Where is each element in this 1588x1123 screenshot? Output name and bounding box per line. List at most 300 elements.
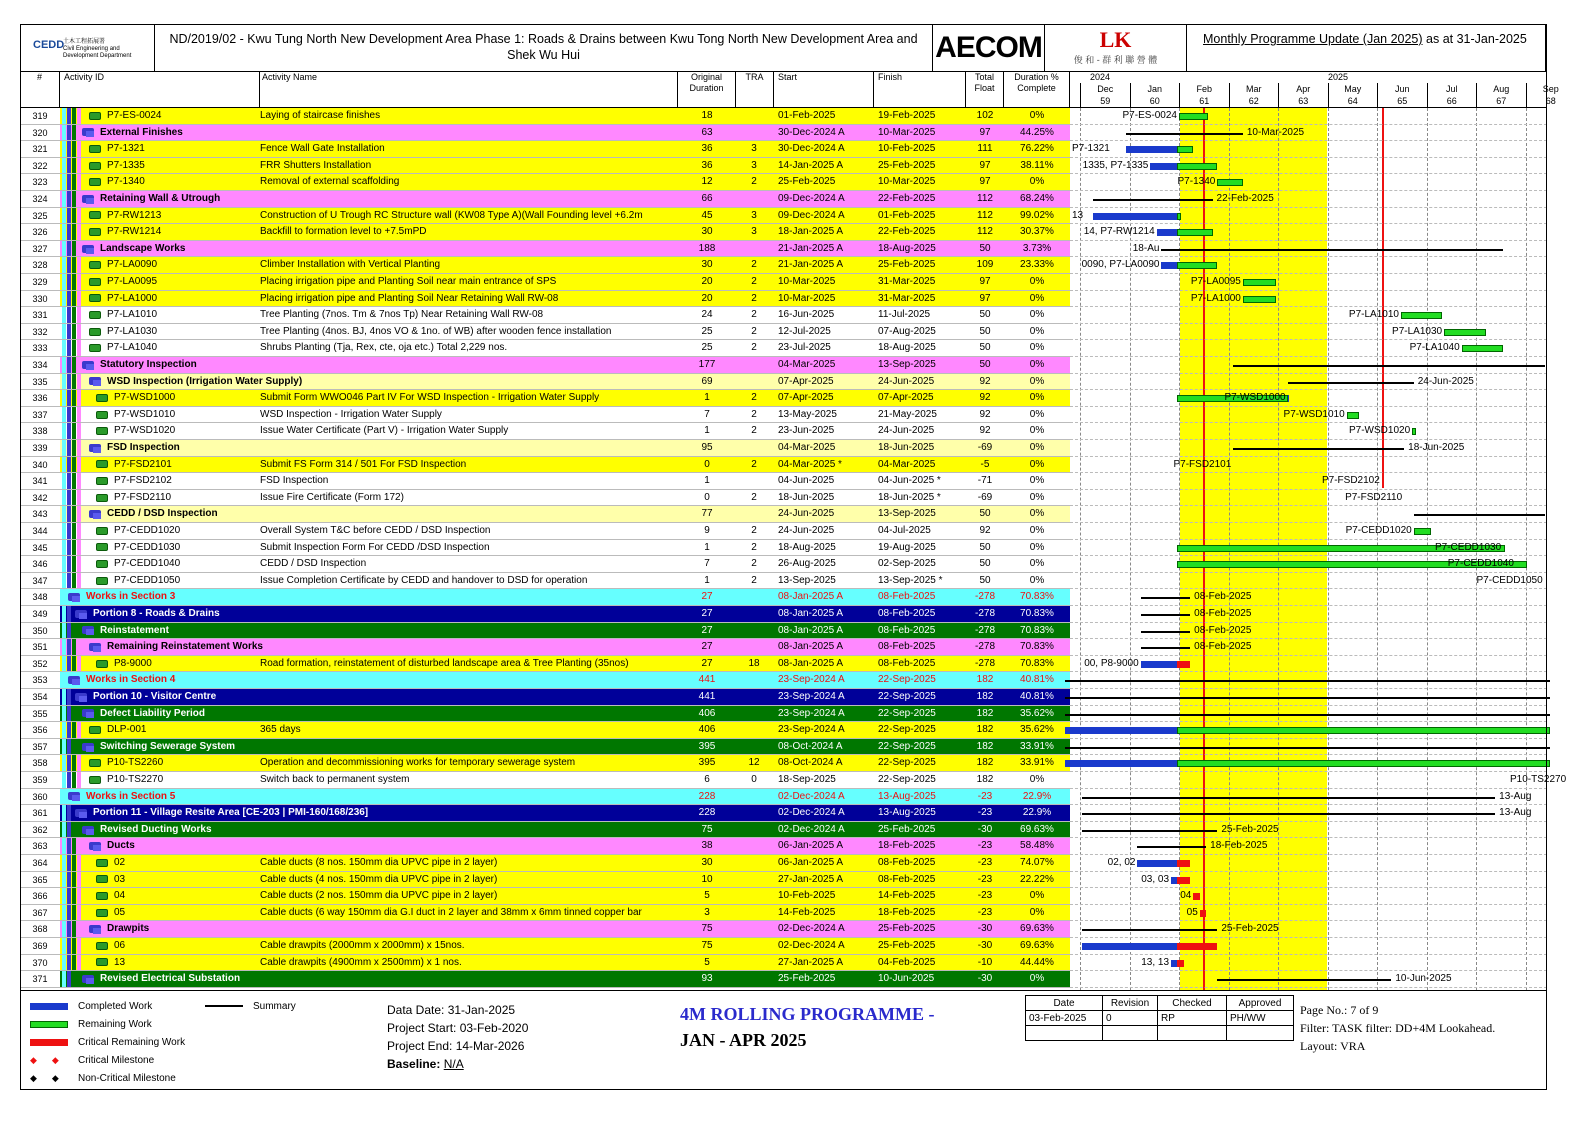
duration-complete: 0% [1029, 375, 1045, 387]
activity-name: Placing irrigation pipe and Planting Soil Near Retaining Wall RW-08 [260, 292, 559, 304]
orig-duration: 95 [701, 442, 713, 453]
gantt-label: 0090, P7-LA0090 [1081, 259, 1160, 271]
activity-name: Submit Inspection Form For CEDD /DSD Inspection [260, 541, 490, 553]
finish-date: 24-Jun-2025 [878, 375, 935, 387]
duration-complete: 0% [1029, 342, 1045, 354]
col-activity-id: Activity ID [60, 72, 260, 108]
activity-id: Portion 10 - Visitor Centre [93, 691, 217, 702]
activity-id: Portion 11 - Village Resite Area [CE-203 | PMI-160/168/236] [93, 807, 369, 819]
row-number: 355 [20, 706, 60, 722]
activity-name: Cable ducts (6 way 150mm dia G.I duct in 2 layer and 38mm x 6mm tinned copper bar [260, 906, 642, 918]
orig-duration: 395 [698, 757, 716, 769]
finish-date: 07-Apr-2025 [878, 392, 934, 404]
tra: 2 [751, 408, 757, 420]
start-date: 16-Jun-2025 [778, 309, 835, 321]
activity-name: Tree Planting (4nos. BJ, 4nos VO & 1no. of WB) after wooden fence installation [260, 325, 612, 337]
week-label: 63 [1278, 95, 1328, 107]
orig-duration: 27 [701, 608, 713, 619]
orig-duration: 228 [698, 807, 716, 819]
gantt-label: P7-FSD2102 [1321, 475, 1380, 487]
total-float: -23 [977, 906, 993, 918]
tra: 0 [751, 774, 757, 785]
start-date: 21-Jan-2025 A [778, 259, 844, 271]
col-orig-duration: Original Duration [678, 72, 736, 108]
row-number: 334 [20, 357, 60, 373]
gantt-label: 08-Feb-2025 [1194, 608, 1252, 619]
total-float: 97 [979, 159, 991, 171]
orig-duration: 0 [704, 458, 710, 470]
tra: 2 [751, 392, 757, 404]
start-date: 24-Jun-2025 [778, 508, 835, 520]
row-number: 321 [20, 141, 60, 157]
duration-complete: 0% [1029, 475, 1045, 487]
gantt-label: P7-LA1010 [1348, 309, 1399, 321]
tra: 3 [751, 226, 757, 238]
activity-name: Cable ducts (4 nos. 150mm dia UPVC pipe in 2 layer) [260, 873, 498, 885]
row-number: 341 [20, 473, 60, 489]
activity-name: Submit Form WWO046 Part IV For WSD Inspection - Irrigation Water Supply [260, 392, 600, 404]
week-label: 64 [1328, 95, 1378, 107]
orig-duration: 177 [698, 359, 716, 370]
duration-complete: 0% [1029, 890, 1045, 902]
orig-duration: 38 [701, 840, 713, 852]
row-number: 329 [20, 274, 60, 290]
activity-id: P7-CEDD1030 [114, 541, 181, 553]
col-tra: TRA [736, 72, 774, 108]
activity-name: Climber Installation with Vertical Planting [260, 259, 441, 271]
duration-complete: 70.83% [1020, 657, 1054, 669]
duration-complete: 22.9% [1022, 790, 1052, 802]
noncritical-milestone-icon: ◆ ◆ [30, 1072, 59, 1083]
duration-complete: 70.83% [1020, 641, 1054, 653]
activity-name: Backfill to formation level to +7.5mPD [260, 226, 427, 238]
month-label: May [1328, 83, 1378, 95]
orig-duration: 27 [701, 591, 713, 603]
tra: 2 [751, 342, 757, 354]
orig-duration: 36 [701, 159, 713, 171]
gantt-label: 04 [1180, 890, 1192, 902]
duration-complete: 22.9% [1022, 807, 1052, 819]
start-date: 10-Mar-2025 [778, 292, 836, 304]
year-label: 2024 [1090, 72, 1111, 82]
orig-duration: 441 [698, 674, 716, 686]
col-duration-pct: Duration % Complete [1004, 72, 1070, 108]
start-date: 23-Sep-2024 A [778, 707, 845, 719]
activity-name: CEDD / DSD Inspection [260, 558, 367, 570]
activity-id: 05 [114, 906, 126, 918]
month-label: Dec [1080, 83, 1130, 95]
finish-date: 08-Feb-2025 [878, 591, 936, 603]
orig-duration: 63 [701, 126, 713, 138]
activity-name: Cable drawpits (4900mm x 2500mm) x 1 nos. [260, 956, 462, 968]
total-float: 50 [979, 242, 991, 254]
activity-id: P10-TS2270 [107, 774, 164, 785]
gantt-label: 24-Jun-2025 [1417, 375, 1474, 387]
finish-date: 22-Feb-2025 [878, 193, 936, 204]
start-date: 13-Sep-2025 [778, 574, 836, 586]
finish-date: 08-Feb-2025 [878, 657, 936, 669]
activity-id: WSD Inspection (Irrigation Water Supply) [107, 375, 303, 387]
activity-id: P7-LA1040 [107, 342, 158, 354]
total-float: 97 [979, 276, 991, 287]
duration-complete: 70.83% [1020, 591, 1054, 603]
total-float: -23 [977, 873, 993, 885]
activity-name: FSD Inspection [260, 475, 329, 487]
finish-date: 10-Jun-2025 [878, 973, 935, 985]
row-number: 325 [20, 208, 60, 224]
total-float: 97 [979, 126, 991, 138]
orig-duration: 25 [701, 325, 713, 337]
activity-name: Issue Water Certificate (Part V) - Irrigation Water Supply [260, 425, 509, 437]
gantt-label: P7-WSD1020 [1349, 425, 1411, 437]
orig-duration: 27 [701, 624, 713, 636]
activity-name: 365 days [260, 724, 301, 736]
finish-date: 18-Feb-2025 [878, 840, 936, 852]
week-label: 59 [1080, 95, 1130, 107]
activity-id: 06 [114, 940, 126, 951]
total-float: 182 [976, 740, 994, 752]
tra: 3 [751, 159, 757, 171]
row-number: 361 [20, 805, 60, 821]
total-float: -23 [977, 790, 993, 802]
start-date: 30-Dec-2024 A [778, 143, 845, 155]
row-number: 353 [20, 672, 60, 688]
cedd-mark: CEDD [33, 39, 65, 51]
activity-name: Laying of staircase finishes [260, 110, 381, 121]
revision-table: Date Revision Checked Approved 03-Feb-2025 0 RP PH/WW [1025, 995, 1294, 1041]
start-date: 07-Apr-2025 [778, 375, 834, 387]
start-date: 21-Jan-2025 A [778, 242, 844, 254]
activity-name: Removal of external scaffolding [260, 176, 400, 188]
finish-date: 08-Feb-2025 [878, 624, 936, 636]
finish-date: 21-May-2025 [878, 408, 937, 420]
tra: 2 [751, 541, 757, 553]
activity-id: Portion 8 - Roads & Drains [93, 608, 220, 619]
orig-duration: 36 [701, 143, 713, 155]
activity-id: FSD Inspection [107, 442, 180, 453]
total-float: -30 [977, 973, 993, 985]
legend-critical: Critical Remaining Work [30, 1037, 185, 1048]
orig-duration: 75 [701, 823, 713, 835]
duration-complete: 0% [1029, 774, 1045, 785]
activity-id: 13 [114, 956, 126, 968]
activity-id: External Finishes [100, 126, 183, 138]
total-float: 92 [979, 525, 991, 536]
start-date: 23-Jul-2025 [778, 342, 831, 354]
sheet-frame [20, 24, 1547, 1090]
gantt-label: P7-CEDD1030 [1435, 541, 1502, 553]
activity-id: Works in Section 5 [86, 790, 176, 802]
start-date: 08-Jan-2025 A [778, 657, 844, 669]
finish-date: 08-Feb-2025 [878, 857, 936, 868]
activity-id: Drawpits [107, 923, 150, 935]
col-activity-name: Activity Name [260, 72, 678, 108]
gantt-label: P7-CEDD1040 [1447, 558, 1514, 570]
total-float: -278 [974, 591, 995, 603]
finish-date: 07-Aug-2025 [878, 325, 936, 337]
orig-duration: 66 [701, 193, 713, 204]
finish-date: 18-Aug-2025 [878, 242, 936, 254]
duration-complete: 0% [1029, 425, 1045, 437]
orig-duration: 27 [701, 641, 713, 653]
activity-id: P7-1340 [107, 176, 145, 188]
start-date: 09-Dec-2024 A [778, 209, 845, 221]
total-float: -30 [977, 823, 993, 835]
start-date: 23-Sep-2024 A [778, 674, 845, 686]
gantt-label: 14, P7-RW1214 [1083, 226, 1155, 238]
total-float: -5 [980, 458, 990, 470]
project-info: Data Date: 31-Jan-2025 Project Start: 03-Feb-2020 Project End: 14-Mar-2026 Baseline: N/A [387, 1003, 529, 1071]
month-label: Feb [1179, 83, 1229, 95]
finish-date: 25-Feb-2025 [878, 823, 936, 835]
finish-date: 04-Jul-2025 [878, 525, 931, 536]
orig-duration: 30 [701, 259, 713, 271]
duration-complete: 0% [1029, 408, 1045, 420]
start-date: 25-Feb-2025 [778, 973, 836, 985]
start-date: 08-Jan-2025 A [778, 641, 844, 653]
activity-id: P8-9000 [114, 657, 152, 669]
month-label: Mar [1229, 83, 1279, 95]
row-number: 351 [20, 639, 60, 655]
tra: 2 [751, 525, 757, 536]
update-suffix: as at 31-Jan-2025 [1422, 32, 1527, 46]
finish-date: 13-Aug-2025 [878, 807, 936, 819]
lk-logo: LK 俊 和 - 群 利 聯 營 體 [1045, 25, 1187, 71]
activity-id: Reinstatement [100, 624, 169, 636]
rolling-programme-title: 4M ROLLING PROGRAMME - JAN - APR 2025 [680, 1004, 935, 1050]
start-date: 18-Sep-2025 [778, 774, 836, 785]
start-date: 09-Dec-2024 A [778, 193, 845, 204]
col-total-float: Total Float [966, 72, 1004, 108]
activity-id: P7-FSD2102 [114, 475, 172, 487]
row-number: 349 [20, 606, 60, 622]
total-float: -278 [974, 641, 995, 653]
month-label: Jul [1427, 83, 1477, 95]
row-number: 350 [20, 623, 60, 639]
start-date: 18-Jun-2025 [778, 491, 835, 503]
activity-name: Road formation, reinstatement of disturbed landscape area & Tree Planting (35nos) [260, 657, 629, 669]
tra: 2 [751, 176, 757, 188]
finish-date: 19-Aug-2025 [878, 541, 936, 553]
start-date: 02-Dec-2024 A [778, 823, 845, 835]
gantt-label: 10-Mar-2025 [1246, 126, 1305, 138]
finish-date: 10-Feb-2025 [878, 143, 936, 155]
start-date: 23-Jun-2025 [778, 425, 835, 437]
finish-date: 13-Sep-2025 [878, 359, 936, 370]
orig-duration: 69 [701, 375, 713, 387]
activity-name: Fence Wall Gate Installation [260, 143, 385, 155]
row-number: 346 [20, 556, 60, 572]
start-date: 01-Feb-2025 [778, 110, 836, 121]
duration-complete: 33.91% [1020, 740, 1054, 752]
row-number: 371 [20, 971, 60, 987]
finish-date: 04-Mar-2025 [878, 458, 936, 470]
tra: 2 [751, 491, 757, 503]
gantt-label: P7-1340 [1177, 176, 1216, 188]
activity-id: P7-1321 [107, 143, 145, 155]
start-date: 30-Dec-2024 A [778, 126, 845, 138]
week-label: 67 [1476, 95, 1526, 107]
finish-date: 02-Sep-2025 [878, 558, 936, 570]
total-float: 50 [979, 309, 991, 321]
week-label: 68 [1526, 95, 1576, 107]
finish-date: 10-Mar-2025 [878, 176, 936, 188]
start-date: 10-Mar-2025 [778, 276, 836, 287]
total-float: -23 [977, 807, 993, 819]
orig-duration: 441 [698, 691, 716, 702]
finish-date: 19-Feb-2025 [878, 110, 936, 121]
gantt-label: P7-LA0095 [1190, 276, 1241, 287]
activity-id: Revised Ducting Works [100, 823, 212, 835]
duration-complete: 40.81% [1020, 691, 1054, 702]
activity-id: P7-ES-0024 [107, 110, 162, 121]
gantt-label: 08-Feb-2025 [1194, 624, 1252, 636]
orig-duration: 1 [704, 541, 710, 553]
week-label: 66 [1427, 95, 1477, 107]
row-number: 337 [20, 407, 60, 423]
total-float: -278 [974, 608, 995, 619]
legend-summary: Summary [205, 1001, 296, 1012]
activity-id: P7-LA1030 [107, 325, 158, 337]
activity-id: P7-WSD1020 [114, 425, 176, 437]
total-float: 182 [976, 674, 994, 686]
orig-duration: 24 [701, 309, 713, 321]
finish-date: 13-Sep-2025 * [878, 574, 943, 586]
total-float: -69 [977, 491, 993, 503]
gantt-label: 08-Feb-2025 [1194, 591, 1252, 603]
activity-id: P7-WSD1000 [114, 392, 176, 404]
duration-complete: 38.11% [1020, 159, 1054, 171]
finish-date: 25-Feb-2025 [878, 259, 936, 271]
duration-complete: 69.63% [1020, 923, 1054, 935]
activity-id: Revised Electrical Substation [100, 973, 241, 985]
duration-complete: 0% [1029, 176, 1045, 188]
duration-complete: 0% [1029, 458, 1045, 470]
activity-id: P7-1335 [107, 159, 145, 171]
orig-duration: 3 [704, 906, 710, 918]
gantt-label: 13-Aug [1499, 807, 1532, 819]
gantt-label: 08-Feb-2025 [1194, 641, 1252, 653]
total-float: 182 [976, 724, 994, 736]
start-date: 27-Jan-2025 A [778, 956, 844, 968]
start-date: 06-Jan-2025 A [778, 857, 844, 868]
row-number: 356 [20, 722, 60, 738]
activity-name: Switch back to permanent system [260, 774, 410, 785]
activity-name: Submit FS Form 314 / 501 For FSD Inspection [260, 458, 467, 470]
col-finish: Finish [874, 72, 966, 108]
orig-duration: 0 [704, 491, 710, 503]
activity-id: Retaining Wall & Utrough [100, 193, 221, 204]
finish-date: 08-Feb-2025 [878, 641, 936, 653]
gantt-label: 22-Feb-2025 [1216, 193, 1274, 204]
gantt-label: P7-1321 [1072, 143, 1110, 155]
activity-id: P7-LA0095 [107, 276, 158, 287]
total-float: 50 [979, 508, 991, 520]
total-float: 112 [977, 209, 993, 221]
row-number: 327 [20, 241, 60, 257]
row-number: 358 [20, 755, 60, 771]
finish-date: 22-Sep-2025 [878, 707, 936, 719]
start-date: 27-Jan-2025 A [778, 873, 844, 885]
start-date: 02-Dec-2024 A [778, 923, 845, 935]
total-float: 92 [979, 408, 991, 420]
row-number: 360 [20, 789, 60, 805]
total-float: -69 [977, 442, 993, 453]
orig-duration: 18 [701, 110, 713, 121]
finish-date: 01-Feb-2025 [878, 209, 936, 221]
gantt-label: 25-Feb-2025 [1221, 823, 1279, 835]
gantt-label: P7-LA1030 [1392, 325, 1443, 337]
legend-crit-milestone: ◆ ◆ Critical Milestone [30, 1054, 155, 1066]
orig-duration: 12 [701, 176, 713, 188]
row-number: 340 [20, 457, 60, 473]
finish-date: 14-Feb-2025 [878, 890, 936, 902]
duration-complete: 3.73% [1022, 242, 1052, 254]
orig-duration: 395 [698, 740, 716, 752]
activity-id: 04 [114, 890, 126, 902]
gantt-label: P7-FSD2110 [1345, 491, 1403, 503]
row-number: 363 [20, 838, 60, 854]
duration-complete: 0% [1029, 558, 1045, 570]
orig-duration: 20 [701, 276, 713, 287]
row-number: 324 [20, 191, 60, 207]
row-number: 338 [20, 423, 60, 439]
activity-id: Works in Section 4 [86, 674, 176, 686]
orig-duration: 1 [704, 425, 710, 437]
month-label: Aug [1476, 83, 1526, 95]
duration-complete: 70.83% [1020, 608, 1054, 619]
finish-date: 10-Mar-2025 [878, 126, 936, 138]
col-start: Start [774, 72, 874, 108]
finish-date: 25-Feb-2025 [878, 159, 936, 171]
orig-duration: 25 [701, 342, 713, 354]
duration-complete: 44.25% [1020, 126, 1054, 138]
row-number: 364 [20, 855, 60, 871]
legend-noncrit-milestone: ◆ ◆ Non-Critical Milestone [30, 1072, 176, 1084]
start-date: 18-Jan-2025 A [778, 226, 844, 238]
total-float: 97 [979, 176, 991, 188]
orig-duration: 45 [701, 209, 713, 221]
activity-id: Remaining Reinstatement Works [107, 641, 263, 653]
activity-name: Shrubs Planting (Tja, Rex, cte, oja etc.) Total 2,229 nos. [260, 342, 508, 354]
finish-date: 18-Feb-2025 [878, 906, 936, 918]
week-label: 60 [1130, 95, 1180, 107]
duration-complete: 0% [1029, 442, 1045, 453]
tra: 2 [751, 425, 757, 437]
duration-complete: 0% [1029, 491, 1045, 503]
activity-id: P7-RW1213 [107, 209, 162, 221]
total-float: 112 [977, 193, 993, 204]
row-number: 362 [20, 822, 60, 838]
total-float: 182 [976, 691, 994, 702]
orig-duration: 75 [701, 923, 713, 935]
start-date: 02-Dec-2024 A [778, 807, 845, 819]
tra: 12 [748, 757, 760, 769]
row-number: 319 [20, 108, 60, 124]
total-float: -278 [974, 657, 995, 669]
activity-id: P7-LA0090 [107, 259, 158, 271]
page-info: Page No.: 7 of 9 Filter: TASK filter: DD+4M Lookahead. Layout: VRA [1300, 1003, 1496, 1053]
activity-name: Construction of U Trough RC Structure wall (KW08 Type A)(Wall Founding level +6.2m [260, 209, 643, 221]
finish-date: 22-Sep-2025 [878, 674, 936, 686]
row-number: 344 [20, 523, 60, 539]
gantt-label: 18-Feb-2025 [1210, 840, 1268, 852]
month-label: Jan [1130, 83, 1180, 95]
row-number: 369 [20, 938, 60, 954]
gantt-label: 02, 02 [1107, 857, 1136, 868]
total-float: 102 [976, 110, 994, 121]
orig-duration: 30 [701, 226, 713, 238]
